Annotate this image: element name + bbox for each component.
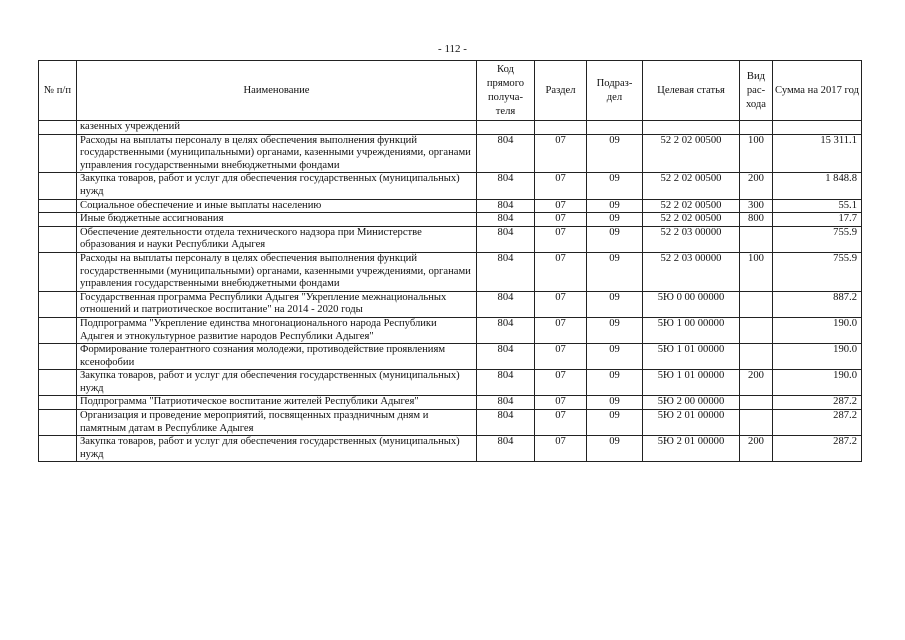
cell-section: 07 (535, 134, 587, 173)
table-row (39, 121, 862, 135)
table-row (39, 226, 862, 252)
cell-code: 804 (477, 213, 535, 227)
cell-target: 5Ю 2 01 00000 (643, 436, 740, 462)
cell-num (39, 291, 77, 317)
page-number: - 112 - (438, 43, 467, 55)
table-row (39, 370, 862, 396)
cell-subsection: 09 (587, 344, 643, 370)
cell-target: 5Ю 2 00 00000 (643, 396, 740, 410)
cell-target: 52 2 02 00500 (643, 173, 740, 199)
cell-name: Подпрограмма "Укрепление единства многонационального народа Республики Адыгея и этнокультурное развитие народов Республики Адыгея" (77, 317, 477, 343)
cell-name: Организация и проведение мероприятий, посвященных праздничным дням и памятным датам в Республике Адыгея (77, 410, 477, 436)
header-target: Целевая статья (643, 61, 740, 121)
cell-num (39, 173, 77, 199)
cell-subsection: 09 (587, 252, 643, 291)
table-row (39, 213, 862, 227)
cell-name: Подпрограмма "Патриотическое воспитание жителей Республики Адыгея" (77, 396, 477, 410)
cell-sum: 55.1 (773, 199, 862, 213)
cell-target: 52 2 03 00000 (643, 226, 740, 252)
cell-target: 52 2 03 00000 (643, 252, 740, 291)
cell-kind (740, 226, 773, 252)
cell-kind (740, 344, 773, 370)
cell-num (39, 344, 77, 370)
cell-code: 804 (477, 173, 535, 199)
header-subsection: Подраз-дел (587, 61, 643, 121)
cell-sum: 287.2 (773, 436, 862, 462)
cell-code: 804 (477, 134, 535, 173)
cell-sum: 190.0 (773, 317, 862, 343)
cell-section: 07 (535, 410, 587, 436)
cell-target: 5Ю 1 01 00000 (643, 344, 740, 370)
table-row (39, 252, 862, 291)
cell-name: Закупка товаров, работ и услуг для обеспечения государственных (муниципальных) нужд (77, 173, 477, 199)
cell-target: 5Ю 0 00 00000 (643, 291, 740, 317)
cell-target: 5Ю 1 00 00000 (643, 317, 740, 343)
table-row (39, 317, 862, 343)
cell-code: 804 (477, 199, 535, 213)
cell-num (39, 226, 77, 252)
cell-subsection: 09 (587, 173, 643, 199)
cell-section: 07 (535, 370, 587, 396)
cell-code: 804 (477, 436, 535, 462)
cell-subsection: 09 (587, 134, 643, 173)
cell-subsection: 09 (587, 317, 643, 343)
cell-kind (740, 121, 773, 135)
cell-name: Расходы на выплаты персоналу в целях обеспечения выполнения функций государственными (муниципальными) органами, казенными учреждениями, органами управления государственными внебюджетными фондами (77, 252, 477, 291)
cell-subsection: 09 (587, 199, 643, 213)
cell-section: 07 (535, 252, 587, 291)
cell-kind: 800 (740, 213, 773, 227)
cell-section: 07 (535, 213, 587, 227)
cell-sum: 15 311.1 (773, 134, 862, 173)
cell-kind: 200 (740, 173, 773, 199)
cell-target: 52 2 02 00500 (643, 134, 740, 173)
cell-num (39, 317, 77, 343)
cell-num (39, 252, 77, 291)
cell-subsection: 09 (587, 396, 643, 410)
cell-code: 804 (477, 396, 535, 410)
cell-target: 5Ю 2 01 00000 (643, 410, 740, 436)
cell-section: 07 (535, 173, 587, 199)
cell-kind (740, 291, 773, 317)
cell-subsection: 09 (587, 370, 643, 396)
table-row (39, 436, 862, 462)
header-name: Наименование (77, 61, 477, 121)
cell-section: 07 (535, 199, 587, 213)
table-row (39, 134, 862, 173)
cell-code: 804 (477, 291, 535, 317)
cell-name: Иные бюджетные ассигнования (77, 213, 477, 227)
cell-num (39, 410, 77, 436)
cell-subsection: 09 (587, 226, 643, 252)
cell-sum: 17.7 (773, 213, 862, 227)
cell-num (39, 121, 77, 135)
cell-sum: 287.2 (773, 410, 862, 436)
cell-num (39, 213, 77, 227)
cell-subsection (587, 121, 643, 135)
header-kind: Вид рас-хода (740, 61, 773, 121)
cell-kind: 200 (740, 436, 773, 462)
table-header-row (39, 61, 862, 121)
cell-code: 804 (477, 226, 535, 252)
table-row (39, 199, 862, 213)
cell-name: Закупка товаров, работ и услуг для обеспечения государственных (муниципальных) нужд (77, 370, 477, 396)
cell-subsection: 09 (587, 436, 643, 462)
header-code: Код прямого получа-теля (477, 61, 535, 121)
cell-sum: 190.0 (773, 344, 862, 370)
cell-kind: 200 (740, 370, 773, 396)
cell-subsection: 09 (587, 291, 643, 317)
cell-name: Государственная программа Республики Адыгея "Укрепление межнациональных отношений и патриотическое воспитание" на 2014 - 2020 годы (77, 291, 477, 317)
cell-kind (740, 410, 773, 436)
cell-name: Социальное обеспечение и иные выплаты населению (77, 199, 477, 213)
cell-section: 07 (535, 226, 587, 252)
cell-num (39, 370, 77, 396)
cell-section: 07 (535, 344, 587, 370)
cell-name: Закупка товаров, работ и услуг для обеспечения государственных (муниципальных) нужд (77, 436, 477, 462)
cell-code (477, 121, 535, 135)
cell-subsection: 09 (587, 410, 643, 436)
cell-code: 804 (477, 370, 535, 396)
cell-code: 804 (477, 317, 535, 343)
cell-sum: 755.9 (773, 226, 862, 252)
cell-kind: 100 (740, 252, 773, 291)
table-row (39, 410, 862, 436)
cell-name: Формирование толерантного сознания молодежи, противодействие проявлениям ксенофобии (77, 344, 477, 370)
cell-target: 52 2 02 00500 (643, 213, 740, 227)
cell-sum: 1 848.8 (773, 173, 862, 199)
header-num: № п/п (39, 61, 77, 121)
cell-name: казенных учреждений (77, 121, 477, 135)
cell-code: 804 (477, 344, 535, 370)
cell-target (643, 121, 740, 135)
cell-kind (740, 396, 773, 410)
cell-num (39, 199, 77, 213)
table-row (39, 396, 862, 410)
cell-name: Расходы на выплаты персоналу в целях обеспечения выполнения функций государственными (муниципальными) органами, казенными учреждениями, органами управления государственными внебюджетными фондами (77, 134, 477, 173)
cell-sum: 190.0 (773, 370, 862, 396)
cell-sum: 287.2 (773, 396, 862, 410)
cell-code: 804 (477, 410, 535, 436)
cell-target: 52 2 02 00500 (643, 199, 740, 213)
table-row (39, 173, 862, 199)
budget-table (38, 60, 862, 462)
cell-kind: 100 (740, 134, 773, 173)
cell-section: 07 (535, 291, 587, 317)
cell-sum: 887.2 (773, 291, 862, 317)
cell-kind: 300 (740, 199, 773, 213)
cell-num (39, 436, 77, 462)
table-row (39, 344, 862, 370)
cell-code: 804 (477, 252, 535, 291)
header-section: Раздел (535, 61, 587, 121)
cell-name: Обеспечение деятельности отдела технического надзора при Министерстве образования и науки Республики Адыгея (77, 226, 477, 252)
table-row (39, 291, 862, 317)
cell-section (535, 121, 587, 135)
cell-sum: 755.9 (773, 252, 862, 291)
cell-sum (773, 121, 862, 135)
cell-target: 5Ю 1 01 00000 (643, 370, 740, 396)
cell-section: 07 (535, 317, 587, 343)
cell-kind (740, 317, 773, 343)
cell-num (39, 396, 77, 410)
header-sum: Сумма на 2017 год (773, 61, 862, 121)
cell-section: 07 (535, 396, 587, 410)
cell-subsection: 09 (587, 213, 643, 227)
cell-num (39, 134, 77, 173)
cell-section: 07 (535, 436, 587, 462)
